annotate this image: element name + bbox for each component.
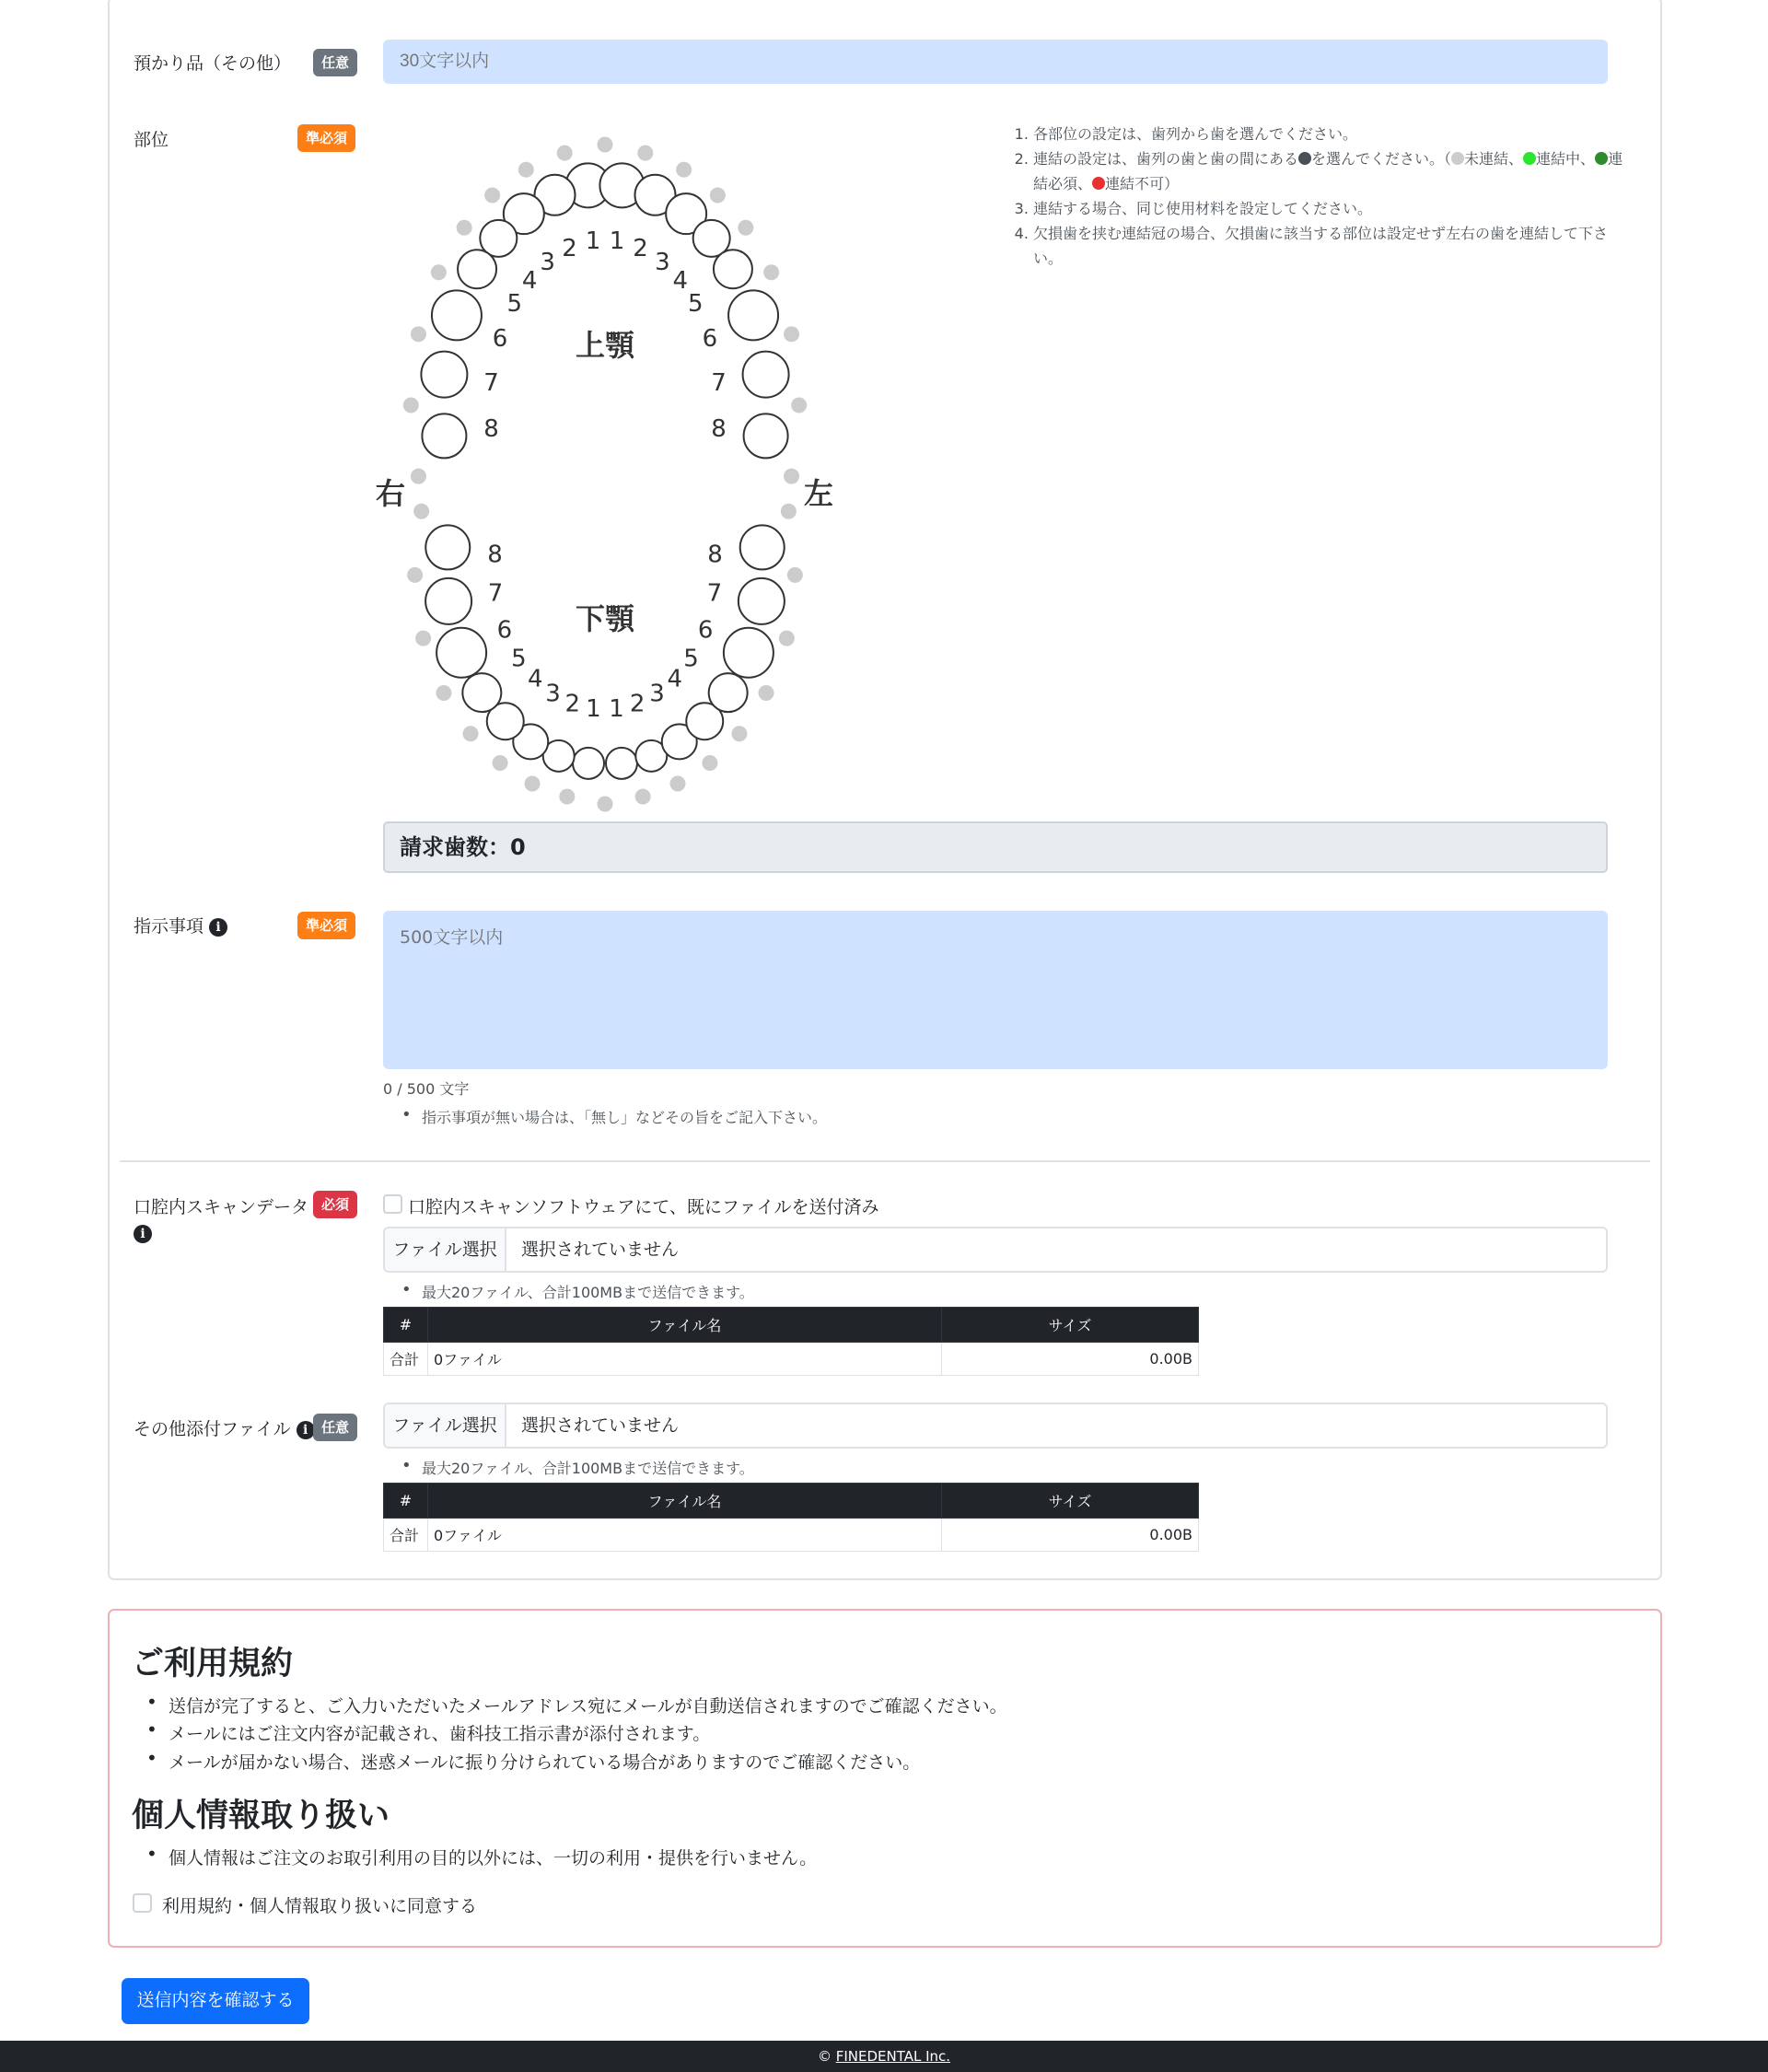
connect-dot[interactable] [436, 685, 451, 701]
connect-dot[interactable] [411, 469, 426, 484]
connect-dot[interactable] [781, 504, 797, 519]
tooth-number: 7 [487, 579, 504, 608]
col-size: サイズ [942, 1484, 1199, 1519]
optional-badge: 任意 [313, 1414, 357, 1441]
company-link[interactable]: FINEDENTAL Inc. [835, 2048, 951, 2065]
agree-checkbox[interactable] [133, 1893, 152, 1913]
scan-sent-checkbox[interactable] [383, 1194, 402, 1214]
tooth-number: 6 [702, 324, 718, 353]
tooth[interactable] [743, 352, 789, 398]
tooth-number: 8 [483, 415, 499, 444]
tooth-number: 4 [667, 665, 683, 693]
tooth-number: 4 [521, 267, 538, 296]
red-dot-icon [1092, 177, 1105, 190]
connect-dot[interactable] [763, 264, 779, 280]
connect-dot[interactable] [518, 162, 534, 178]
tooth-number: 3 [540, 249, 555, 277]
tooth[interactable] [425, 525, 470, 569]
instruction-textarea[interactable] [383, 911, 1608, 1069]
divider [120, 1160, 1650, 1162]
connect-dot[interactable] [637, 146, 653, 161]
connect-dot[interactable] [779, 631, 795, 646]
tooth[interactable] [739, 578, 785, 624]
col-size: サイズ [942, 1308, 1199, 1343]
scan-label: 口腔内スキャンデータ i [134, 1197, 309, 1241]
connect-dot[interactable] [784, 469, 799, 484]
connect-dot[interactable] [431, 264, 447, 280]
col-filename: ファイル名 [428, 1484, 942, 1519]
tooth-number: 5 [687, 290, 704, 319]
tooth-number: 4 [672, 267, 689, 296]
tooth[interactable] [728, 290, 778, 340]
tooth-number: 6 [492, 324, 508, 353]
terms-item: • 送信が完了すると、ご入力いただいたメールアドレス宛にメールが自動送信されますのでご確認ください。 [169, 1693, 1007, 1717]
tooth-number: 6 [496, 616, 513, 645]
scan-file-text: 選択されていません [521, 1240, 680, 1260]
connect-dot[interactable] [403, 398, 419, 413]
upper-jaw-label: 上顎 [575, 328, 635, 363]
tooth-number: 3 [545, 680, 561, 708]
col-number: # [384, 1308, 428, 1343]
tooth[interactable] [458, 250, 496, 288]
tooth[interactable] [744, 413, 788, 458]
green-dot-icon [1523, 152, 1536, 165]
tooth[interactable] [432, 290, 482, 340]
privacy-title: 個人情報取り扱い [132, 1798, 390, 1834]
connect-dot[interactable] [525, 775, 541, 791]
scan-file-table [383, 1307, 1199, 1376]
tooth-number: 2 [562, 234, 577, 262]
other-label: その他添付ファイル i [134, 1415, 315, 1440]
scan-hint: • 最大20ファイル、合計100MBまで送信できます。 [422, 1281, 754, 1302]
tooth-count: 請求歯数：0 [383, 821, 1608, 873]
connect-dot[interactable] [484, 188, 500, 204]
agree-label: 利用規約・個人情報取り扱いに同意する [162, 1896, 478, 1916]
scan-sent-label: 口腔内スキャンソフトウェアにて、既にファイルを送付済み [408, 1197, 879, 1217]
connect-dot[interactable] [710, 188, 726, 204]
connect-dot[interactable] [676, 162, 692, 178]
footer: © FINEDENTAL Inc. [0, 2041, 1768, 2072]
connect-dot[interactable] [493, 755, 508, 771]
required-badge: 必須 [313, 1191, 357, 1218]
optional-badge: 任意 [313, 49, 357, 76]
tooth[interactable] [436, 628, 486, 678]
connect-dot[interactable] [407, 567, 423, 583]
table-row: 合計 0ファイル 0.00B [384, 1343, 1199, 1376]
tooth[interactable] [421, 352, 467, 398]
connect-dot[interactable] [415, 631, 431, 646]
connect-dot[interactable] [702, 755, 717, 771]
deposit-input[interactable] [383, 40, 1608, 84]
connect-dot[interactable] [598, 797, 613, 812]
tooth[interactable] [724, 628, 774, 678]
col-number: # [384, 1484, 428, 1519]
connect-dot[interactable] [787, 567, 803, 583]
connect-dot[interactable] [791, 398, 807, 413]
tooth[interactable] [573, 748, 604, 779]
tooth[interactable] [462, 673, 501, 712]
table-row: 合計 0ファイル 0.00B [384, 1519, 1199, 1552]
terms-title: ご利用規約 [132, 1646, 294, 1682]
connect-dot[interactable] [413, 504, 429, 519]
note-2: 2. 連結の設定は、歯列の歯と歯の間にある を選んでください。（ 未連結、 連結中、 連結必須、 連結不可） [1033, 146, 1630, 196]
semi-required-badge: 準必須 [297, 124, 355, 152]
tooth-number: 1 [586, 695, 601, 724]
other-hint: • 最大20ファイル、合計100MBまで送信できます。 [422, 1457, 754, 1478]
gray-dot-icon [1451, 152, 1464, 165]
other-file-input[interactable] [383, 1403, 1608, 1449]
lower-jaw-label: 下顎 [575, 601, 635, 636]
note-3: 3. 連結する場合、同じ使用材料を設定してください。 [1033, 196, 1630, 221]
privacy-item: • 個人情報はご注文のお取引利用の目的以外には、一切の利用・提供を行いません。 [169, 1845, 817, 1869]
tooth-number: 7 [711, 368, 727, 397]
confirm-button[interactable]: 送信内容を確認する [122, 1978, 309, 2024]
tooth-number: 7 [483, 368, 499, 397]
connect-dot[interactable] [411, 326, 426, 342]
connect-dot[interactable] [598, 137, 613, 153]
tooth-number: 7 [706, 579, 723, 608]
other-file-button[interactable]: ファイル選択 [385, 1404, 506, 1447]
tooth-number: 1 [609, 227, 625, 255]
tooth[interactable] [425, 578, 471, 624]
scan-file-button[interactable]: ファイル選択 [385, 1228, 506, 1271]
info-icon[interactable]: i [134, 1225, 152, 1243]
instruction-hint: • 指示事項が無い場合は、「無し」などその旨をご記入下さい。 [422, 1106, 827, 1127]
other-file-text: 選択されていません [521, 1415, 680, 1436]
tooth-number: 8 [707, 541, 723, 569]
char-counter: 0 / 500 文字 [383, 1080, 470, 1098]
right-label: 右 [375, 476, 406, 511]
semi-required-badge: 準必須 [297, 912, 355, 939]
connect-dot[interactable] [557, 146, 573, 161]
tooth[interactable] [709, 673, 748, 712]
terms-item: • メールが届かない場合、迷惑メールに振り分けられている場合がありますのでご確認ください。 [169, 1749, 920, 1774]
tooth-number: 2 [633, 234, 648, 262]
scan-file-input[interactable] [383, 1227, 1608, 1273]
tooth-number: 6 [697, 616, 714, 645]
instruction-label: 指示事項 i [134, 913, 227, 937]
connect-dot[interactable] [738, 220, 753, 236]
tooth-number: 3 [655, 249, 670, 277]
part-label: 部位 [134, 130, 169, 150]
tooth-number: 1 [609, 695, 624, 724]
tooth-number: 5 [683, 645, 699, 673]
deposit-label: 預かり品（その他） [134, 53, 292, 74]
note-4: 4. 欠損歯を挟む連結冠の場合、欠損歯に該当する部位は設定せず左右の歯を連結して下さい。 [1033, 221, 1630, 271]
note-1: 1. 各部位の設定は、歯列から歯を選んでください。 [1033, 122, 1630, 146]
tooth[interactable] [606, 748, 637, 779]
tooth-chart[interactable] [368, 115, 847, 824]
connect-dot[interactable] [784, 326, 799, 342]
info-icon[interactable]: i [297, 1421, 315, 1439]
part-notes [1013, 122, 1630, 271]
tooth-number: 4 [527, 665, 543, 693]
dark-dot-icon [1298, 152, 1311, 165]
connect-dot[interactable] [731, 726, 747, 741]
terms-item: • メールにはご注文内容が記載され、歯科技工指示書が添付されます。 [169, 1720, 710, 1745]
col-filename: ファイル名 [428, 1308, 942, 1343]
tooth-number: 5 [511, 645, 527, 673]
tooth[interactable] [422, 413, 466, 458]
tooth-number: 3 [649, 680, 665, 708]
connect-dot[interactable] [669, 775, 685, 791]
tooth-number: 2 [629, 690, 646, 718]
tooth-number: 1 [585, 227, 601, 255]
other-file-table [383, 1483, 1199, 1552]
info-icon[interactable]: i [209, 918, 227, 937]
tooth[interactable] [740, 525, 785, 569]
connect-dot[interactable] [559, 788, 575, 804]
tooth[interactable] [714, 250, 752, 288]
left-label: 左 [803, 476, 834, 511]
connect-dot[interactable] [759, 685, 774, 701]
connect-dot[interactable] [635, 788, 651, 804]
tooth-number: 5 [506, 290, 523, 319]
connect-dot[interactable] [463, 726, 479, 741]
tooth-number: 8 [487, 541, 503, 569]
tooth-number: 2 [564, 690, 581, 718]
darkgreen-dot-icon [1595, 152, 1608, 165]
tooth-number: 8 [711, 415, 727, 444]
connect-dot[interactable] [457, 220, 472, 236]
